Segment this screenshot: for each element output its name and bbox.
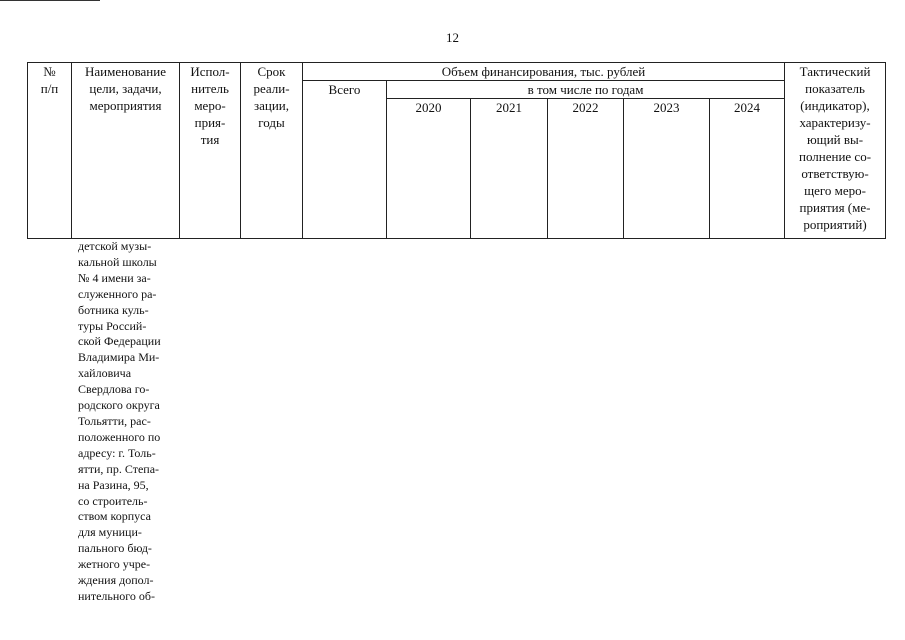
header-total: Всего: [303, 81, 387, 239]
header-year-2024: 2024: [710, 99, 785, 239]
header-indicator: Тактический показатель (индикатор), характеризу- ющий вы- полнение со- ответствую- щего меро- приятия (ме- роприятий): [785, 63, 886, 239]
header-year-2020: 2020: [387, 99, 471, 239]
header-funding: Объем финансирования, тыс. рублей: [303, 63, 785, 81]
header-year-2022: 2022: [548, 99, 624, 239]
header-year-2023: 2023: [624, 99, 710, 239]
page-number: 12: [446, 30, 459, 45]
header-year-2021: 2021: [471, 99, 548, 239]
header-row-number: № п/п: [28, 63, 72, 239]
scan-edge-line: [0, 0, 100, 1]
header-by-year: в том числе по годам: [387, 81, 785, 99]
header-name: Наименование цели, задачи, мероприятия: [72, 63, 180, 239]
header-executor: Испол- нитель меро- прия- тия: [180, 63, 241, 239]
header-term: Срок реали- зации, годы: [241, 63, 303, 239]
continuation-text: детской музы- кальной школы № 4 имени за- служенного ра- ботника куль- туры Россий- ской Федерации Владимира Ми- хайловича Свердлова го- родского округа Тольятти, рас- положенного по адресу: г. Толь- ятти, пр. Степа- на Разина, 95, со строитель- ством корпуса для муници- пального бюд- жетного учре- ждения допол- нительного об-: [78, 239, 161, 603]
financing-table: [27, 62, 886, 239]
